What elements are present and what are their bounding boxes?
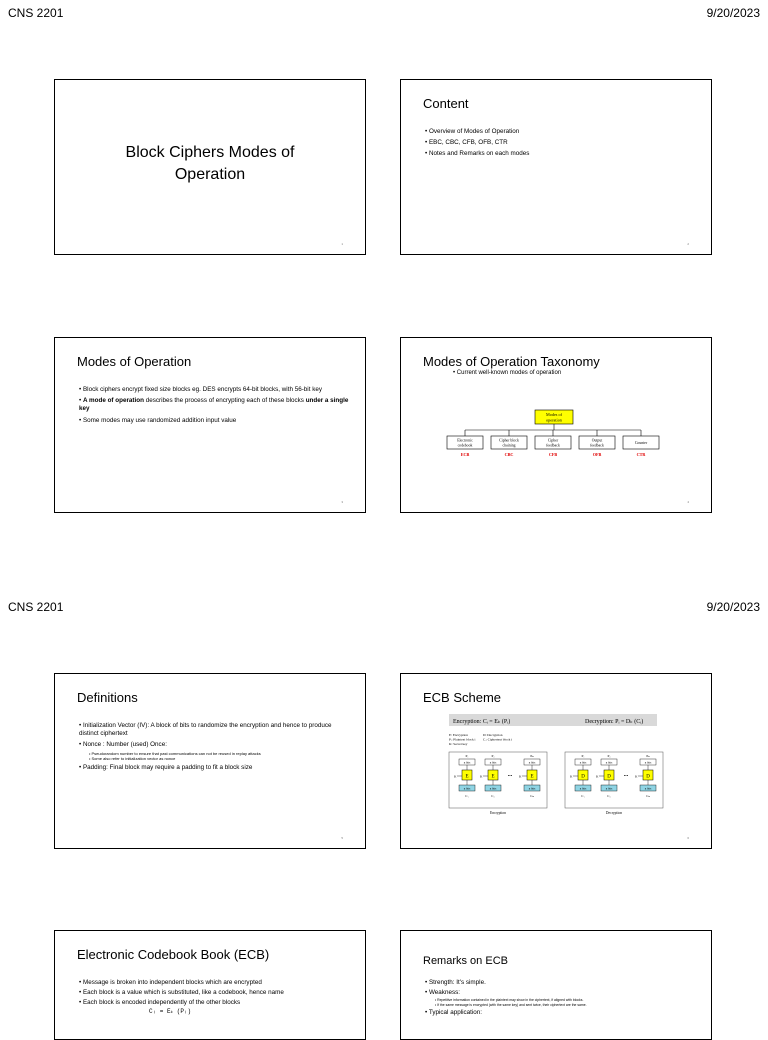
slide-1 (54, 79, 366, 255)
ecb-formula: Cᵢ = Eₖ (Pᵢ) (149, 1007, 192, 1015)
svg-text:K: K (596, 774, 599, 779)
svg-text:Pₙ: Pₙ (530, 754, 534, 758)
svg-text:Cipher: Cipher (547, 438, 559, 443)
svg-text:K: K (454, 774, 457, 779)
root-label-line2: operation (546, 417, 562, 423)
bullet-item: • Each block is a value which is substituted, like a codebook, hence name (79, 989, 351, 997)
decryption-caption: Decryption (605, 811, 623, 815)
svg-text:E: Encryption: E: Encryption (449, 733, 468, 737)
slide-2 (400, 79, 712, 255)
slide-title: Modes of Operation Taxonomy (423, 354, 600, 369)
svg-text:feedback: feedback (546, 443, 560, 448)
svg-text:D: D (607, 774, 611, 780)
bullet-item: • Padding: Final block may require a padding to fit a block size (79, 764, 351, 772)
sub-bullet-item: • Some also refer to initialization vector as nonce (89, 756, 351, 761)
svg-text:Cᵢ: Ciphertext block i: Cᵢ: Ciphertext block i (483, 737, 513, 742)
bullet-item: • Block ciphers encrypt fixed size blocks eg. DES encrypts 64-bit blocks, with 56-bit key (79, 386, 351, 394)
svg-text:K: K (570, 774, 573, 779)
sub-bullet-item: • If the same message is encrypted (with the same key) and sent twice, their ciphertext are the same. (435, 1003, 697, 1007)
sub-bullet-item: • Repetitive information contained in the plaintext may show in the ciphertext, if aligned with blocks. (435, 998, 697, 1002)
bullet-item: • EBC, CBC, CFB, OFB, CTR (425, 139, 697, 147)
slide-5 (54, 673, 366, 849)
bullet-list (425, 128, 697, 162)
svg-text:n bits: n bits (579, 760, 587, 765)
bullet-item: • Some modes may use randomized addition input value (79, 417, 351, 425)
svg-text:Cipher block: Cipher block (499, 438, 519, 443)
mode-abbr-ecb: ECB (460, 452, 470, 457)
svg-text:•••: ••• (507, 773, 513, 778)
svg-text:P₁: P₁ (465, 754, 469, 758)
svg-text:Cₙ: Cₙ (646, 794, 650, 798)
bullet-item: • Message is broken into independent blocks which are encrypted (79, 979, 351, 987)
bullet-list (425, 979, 697, 1020)
svg-text:•••: ••• (623, 773, 629, 778)
svg-text:n bits: n bits (528, 760, 536, 765)
page-header-date: 9/20/2023 (706, 6, 760, 20)
slide-title: Block Ciphers Modes of Operation (125, 144, 295, 184)
slide-4 (400, 337, 712, 513)
bullet-item: • Overview of Modes of Operation (425, 128, 697, 136)
slide-title: Definitions (77, 690, 138, 705)
bullet-item: • Each block is encoded independently of the other blocks (79, 999, 351, 1007)
svg-text:P₂: P₂ (491, 754, 495, 758)
svg-text:E: E (530, 774, 534, 780)
svg-text:C₁: C₁ (581, 794, 585, 798)
svg-text:K: Secret key: K: Secret key (449, 742, 468, 746)
svg-text:D: Decryption: D: Decryption (483, 733, 503, 737)
mode-abbr-cbc: CBC (504, 452, 514, 457)
svg-text:P₁: P₁ (581, 754, 585, 758)
svg-text:chaining: chaining (502, 443, 516, 448)
slide-title: Content (423, 96, 469, 111)
mode-abbr-ofb: OFB (592, 452, 602, 457)
svg-text:n bits: n bits (463, 760, 471, 765)
svg-text:n bits: n bits (463, 786, 471, 791)
svg-text:K: K (635, 774, 638, 779)
svg-text:n bits: n bits (644, 760, 652, 765)
svg-text:feedback: feedback (590, 443, 604, 448)
bullet-item: • Nonce : Number (used) Once: (79, 741, 351, 749)
slide-title: Remarks on ECB (423, 955, 508, 967)
svg-text:Pᵢ: Plaintext block i: Pᵢ: Plaintext block i (449, 737, 476, 742)
slide-title: Modes of Operation (77, 354, 192, 369)
bullet-item: • Typical application: (425, 1009, 697, 1017)
slide-number: 4 (687, 500, 689, 504)
slide-3 (54, 337, 366, 513)
page-header-left: CNS 2201 (8, 6, 64, 20)
svg-text:n bits: n bits (489, 786, 497, 791)
svg-text:codebook: codebook (457, 443, 473, 448)
page-header-left-2: CNS 2201 (8, 600, 64, 614)
svg-text:n bits: n bits (489, 760, 497, 765)
svg-text:E: E (465, 774, 469, 780)
bullet-item: • A mode of operation describes the process of encrypting each of these blocks under a single key (79, 397, 351, 413)
bullet-item: • Initialization Vector (IV): A block of bits to randomize the encryption and hence to produce distinct ciphertext (79, 722, 351, 738)
slide-number: 1 (341, 242, 343, 246)
svg-text:D: D (646, 774, 650, 780)
slide-6 (400, 673, 712, 849)
slide-title: Electronic Codebook Book (ECB) (77, 947, 270, 962)
svg-text:Cₙ: Cₙ (530, 794, 534, 798)
svg-text:K: K (480, 774, 483, 779)
slide-number: 3 (341, 500, 343, 504)
slide-number: 5 (341, 836, 343, 840)
decryption-formula: Decryption: Pᵢ = Dₖ (Cᵢ) (585, 719, 644, 725)
sub-bullet-item: • Pseudorandom number to ensure that past communications can not be reused in replay attacks (89, 751, 351, 756)
ecb-scheme-diagram (401, 674, 712, 849)
svg-text:K: K (519, 774, 522, 779)
slide-title: ECB Scheme (423, 690, 502, 705)
page-header-date-2: 9/20/2023 (706, 600, 760, 614)
bullet-list (79, 722, 351, 775)
svg-text:n bits: n bits (605, 786, 613, 791)
slide-number: 2 (687, 242, 689, 246)
mode-abbr-ctr: CTR (636, 452, 646, 457)
bullet-item: • Weakness: (425, 989, 697, 997)
svg-text:Output: Output (591, 438, 603, 443)
taxonomy-diagram (401, 338, 712, 513)
svg-text:n bits: n bits (528, 786, 536, 791)
bullet-item: • Strength: It's simple. (425, 979, 697, 987)
svg-text:C₂: C₂ (491, 794, 495, 798)
svg-text:C₁: C₁ (465, 794, 469, 798)
svg-text:D: D (581, 774, 585, 780)
mode-abbr-cfb: CFB (548, 452, 558, 457)
svg-text:C₂: C₂ (607, 794, 611, 798)
bullet-list (79, 979, 351, 1015)
svg-text:n bits: n bits (605, 760, 613, 765)
slide-number: 6 (687, 836, 689, 840)
svg-text:E: E (491, 774, 495, 780)
bullet-item: • Notes and Remarks on each modes (425, 150, 697, 158)
slide-subtitle: • Current well-known modes of operation (453, 370, 562, 376)
svg-text:Electronic: Electronic (457, 438, 473, 443)
encryption-formula: Encryption: Cᵢ = Eₖ (Pᵢ) (453, 719, 511, 725)
svg-text:Counter: Counter (634, 441, 648, 445)
bullet-list (79, 386, 351, 428)
encryption-caption: Encryption (490, 811, 506, 815)
svg-text:n bits: n bits (579, 786, 587, 791)
svg-text:P₂: P₂ (607, 754, 611, 758)
svg-text:n bits: n bits (644, 786, 652, 791)
svg-text:Pₙ: Pₙ (646, 754, 650, 758)
root-label-line1: Modes of (546, 412, 562, 417)
